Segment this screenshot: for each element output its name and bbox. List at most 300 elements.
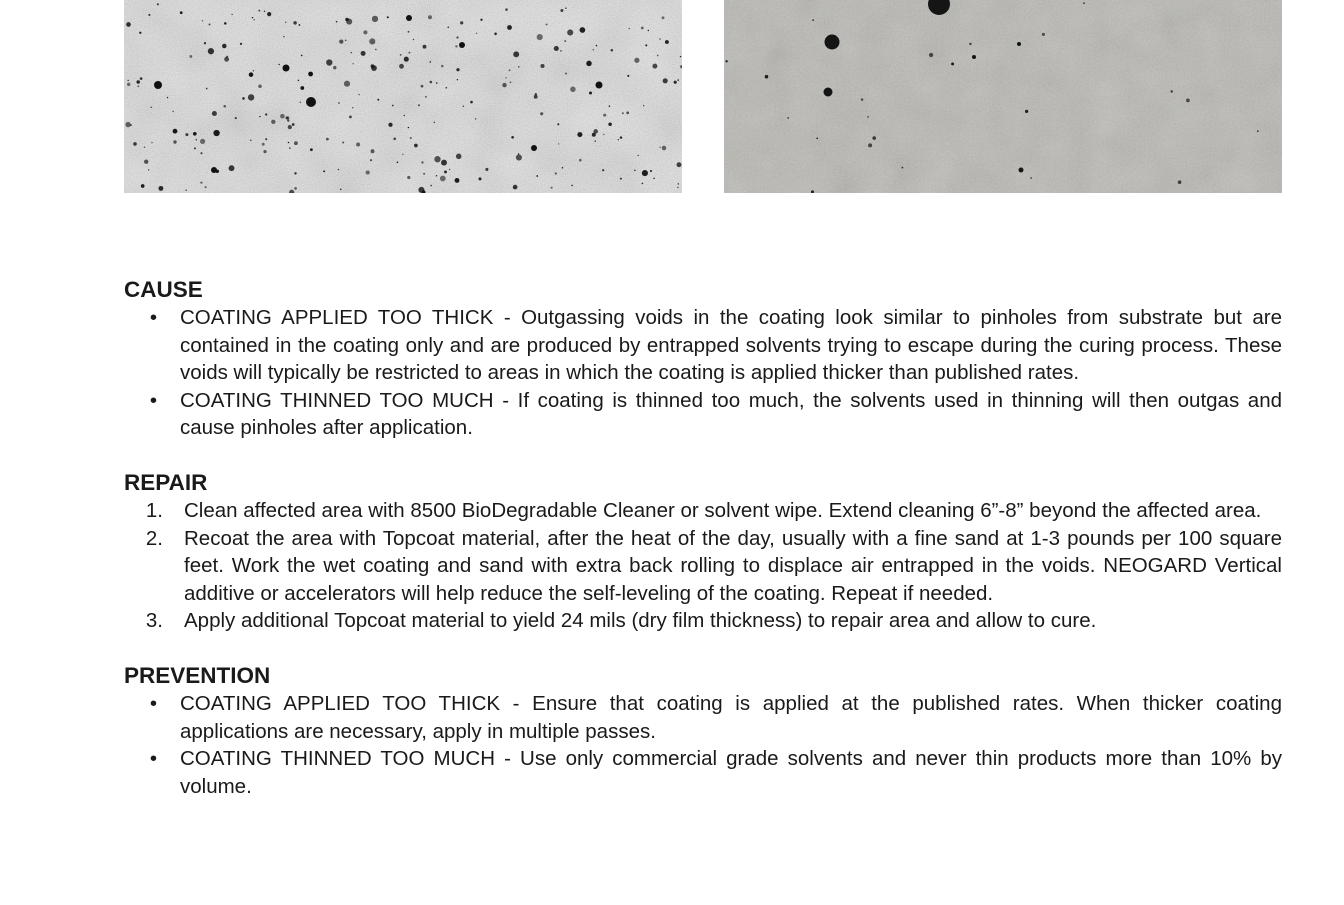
pinhole-void	[358, 94, 359, 95]
pinhole-void	[562, 167, 564, 169]
pinhole-void	[663, 78, 668, 83]
pinhole-void	[557, 123, 559, 125]
pinhole-void	[680, 56, 681, 57]
pinhole-void	[301, 55, 303, 57]
pinhole-void	[476, 33, 477, 34]
pinhole-void	[283, 36, 285, 38]
pinhole-void	[410, 137, 412, 139]
repair-step-text: Apply additional Topcoat material to yield 24 mils (dry film thickness) to repair area and allow to cure.	[184, 609, 1097, 633]
bullet-marker: •	[149, 747, 157, 771]
pinhole-void	[340, 189, 341, 190]
pinhole-void	[229, 165, 235, 171]
pinhole-void	[867, 116, 869, 118]
pinhole-void	[263, 150, 266, 153]
pinhole-void	[505, 8, 508, 11]
pinhole-void	[366, 170, 370, 174]
pinhole-void	[861, 98, 863, 100]
pinhole-void	[1170, 90, 1172, 92]
pinhole-void	[425, 96, 427, 98]
pinhole-void	[258, 84, 262, 88]
pinhole-void	[565, 73, 567, 75]
pinhole-void	[333, 66, 336, 69]
pinhole-void	[456, 68, 459, 71]
pinhole-void	[678, 183, 679, 184]
pinhole-void	[564, 40, 566, 42]
pinhole-void	[258, 10, 260, 12]
pinhole-void	[338, 169, 340, 171]
pinhole-void	[216, 170, 219, 173]
pinhole-void	[400, 54, 402, 56]
pinhole-void	[402, 154, 403, 155]
pinhole-void	[167, 97, 169, 99]
pinhole-void	[513, 51, 519, 57]
pinhole-void	[339, 39, 343, 43]
pinhole-void	[608, 123, 612, 127]
pinhole-void	[371, 64, 375, 68]
pinhole-void	[565, 7, 566, 8]
pinhole-void	[294, 172, 296, 174]
pinhole-void	[816, 137, 818, 139]
pinhole-void	[136, 80, 140, 84]
pinhole-void	[537, 34, 543, 40]
pinhole-void	[531, 145, 537, 151]
pinhole-void	[253, 70, 254, 71]
pinhole-void	[560, 50, 562, 52]
pinhole-void	[603, 114, 606, 117]
pinhole-void	[298, 80, 299, 81]
pinhole-void	[393, 137, 396, 140]
pinhole-photo-left-graphic	[124, 0, 682, 193]
pinhole-void	[342, 141, 344, 143]
cause-heading: CAUSE	[124, 277, 203, 302]
pinhole-void	[812, 19, 814, 21]
cause-item-text: COATING APPLIED TOO THICK - Outgassing voids in the coating look similar to pinholes from substrate but are contained in the coating only and are produced by entrapped solvents trying to escape during the curing process. These voids will typically be restricted to areas in which the coating is applied thicker than published rates.	[180, 306, 1282, 385]
bullet-marker: •	[149, 691, 157, 715]
pinhole-void	[250, 139, 252, 141]
pinhole-void	[479, 177, 482, 180]
pinhole-void	[677, 162, 682, 167]
pinhole-void	[404, 57, 409, 62]
pinhole-void	[969, 43, 971, 45]
pinhole-void	[387, 16, 389, 18]
pinhole-void	[609, 105, 611, 107]
cause-list	[124, 304, 1282, 442]
pinhole-void	[951, 62, 954, 65]
pinhole-void	[158, 186, 163, 191]
pinhole-void	[536, 175, 538, 177]
pinhole-void	[555, 172, 557, 174]
pinhole-void	[144, 160, 148, 164]
pinhole-void	[323, 170, 325, 172]
pinhole-void	[408, 31, 410, 33]
repair-step	[124, 525, 1282, 608]
pinhole-void	[194, 147, 196, 149]
pinhole-void	[423, 45, 427, 49]
pinhole-void	[511, 136, 514, 139]
pinhole-void	[127, 80, 129, 82]
pinhole-void	[352, 107, 353, 108]
pinhole-void	[397, 161, 399, 163]
cause-section	[124, 276, 1282, 442]
pinhole-void	[540, 64, 544, 68]
pinhole-void	[674, 81, 677, 84]
pinhole-void	[212, 111, 217, 116]
pinhole-void	[173, 129, 178, 134]
pinhole-void	[140, 77, 143, 80]
pinhole-void	[180, 11, 183, 14]
prevention-section	[124, 662, 1282, 800]
pinhole-void	[428, 15, 432, 19]
pinhole-void	[421, 161, 423, 163]
pinhole-void	[294, 141, 298, 145]
pinhole-void	[300, 102, 301, 103]
pinhole-void	[300, 86, 304, 90]
pinhole-void	[657, 55, 659, 57]
pinhole-void	[190, 55, 193, 58]
bullet-marker: •	[149, 306, 157, 329]
pinhole-void	[271, 120, 275, 124]
pinhole-void	[929, 53, 933, 57]
pinhole-void	[151, 142, 152, 143]
pinhole-void	[480, 19, 482, 21]
pinhole-void	[436, 82, 438, 84]
prevention-item-text: COATING THINNED TOO MUCH - Use only commercial grade solvents and never thin products more than 10% by volume.	[180, 747, 1282, 798]
pinhole-void	[408, 52, 410, 54]
pinhole-void	[141, 184, 145, 188]
pinhole-void	[902, 167, 904, 169]
pinhole-void	[620, 136, 622, 138]
pinhole-void	[326, 138, 329, 141]
pinhole-void	[551, 187, 553, 189]
pinhole-void	[603, 134, 605, 136]
pinhole-void	[265, 138, 267, 140]
pinhole-void	[292, 123, 295, 126]
pinhole-void	[449, 169, 450, 170]
pinhole-void	[620, 178, 622, 180]
pinhole-void	[249, 72, 254, 77]
pinhole-void	[440, 176, 446, 182]
pinhole-void	[434, 122, 435, 123]
pinhole-void	[589, 91, 592, 94]
pinhole-void	[408, 127, 409, 128]
pinhole-void	[388, 123, 392, 127]
pinhole-void	[634, 170, 636, 172]
pinhole-void	[213, 130, 219, 136]
pinhole-void	[338, 102, 340, 104]
pinhole-void	[725, 60, 728, 63]
pinhole-void	[127, 83, 130, 86]
pinhole-void	[299, 24, 301, 26]
pinhole-void	[231, 14, 232, 15]
pinhole-void	[567, 29, 573, 35]
pinhole-void	[571, 185, 573, 187]
pinhole-void	[1025, 110, 1028, 113]
pinhole-void	[126, 22, 131, 27]
pinhole-void	[157, 3, 159, 5]
pinhole-void	[345, 18, 349, 22]
pinhole-void	[1186, 99, 1190, 103]
pinhole-void	[653, 178, 654, 179]
pinhole-void	[441, 160, 447, 166]
prevention-heading: PREVENTION	[124, 662, 271, 688]
pinhole-void	[444, 170, 447, 173]
pinhole-void	[627, 75, 629, 77]
pinhole-void	[1017, 42, 1021, 46]
pinhole-void	[546, 23, 548, 25]
pinhole-void	[288, 125, 292, 129]
repair-step	[124, 497, 1282, 525]
pinhole-void	[1030, 177, 1032, 179]
pinhole-void	[252, 17, 254, 19]
pinhole-void	[1019, 168, 1024, 173]
prevention-list	[124, 690, 1282, 800]
pinhole-void	[326, 59, 332, 65]
pinhole-void	[139, 32, 141, 34]
pinhole-void	[677, 187, 678, 188]
step-number: 1.	[145, 498, 163, 522]
pinhole-void	[370, 159, 372, 161]
pinhole-void	[375, 49, 376, 50]
pinhole-void	[172, 111, 174, 113]
pinhole-void	[421, 85, 424, 88]
pinhole-void	[372, 16, 378, 22]
pinhole-void	[494, 33, 497, 36]
repair-section	[124, 469, 1282, 635]
pinhole-void	[643, 105, 644, 106]
pinhole-void	[586, 61, 592, 67]
pinhole-void	[288, 142, 290, 144]
pinhole-void	[429, 61, 431, 63]
prevention-item	[124, 745, 1282, 800]
pinhole-void	[287, 119, 289, 121]
document-body	[124, 276, 1282, 827]
pinhole-void	[765, 75, 769, 79]
pinhole-void	[294, 187, 297, 190]
pinhole-void	[399, 64, 404, 69]
pinhole-void	[235, 117, 237, 119]
pinhole-void	[144, 147, 145, 148]
pinhole-void	[637, 155, 638, 156]
pinhole-void	[570, 87, 575, 92]
pinhole-void	[518, 153, 519, 154]
pinhole-void	[436, 175, 438, 177]
pinhole-void	[285, 116, 288, 119]
pinhole-void	[460, 43, 463, 46]
pinhole-void	[200, 181, 202, 183]
pinhole-void	[392, 105, 394, 107]
pinhole-void	[185, 133, 188, 136]
pinhole-void	[423, 173, 425, 175]
pinhole-void	[650, 170, 652, 172]
pinhole-void	[1083, 2, 1085, 4]
pinhole-photo-right-graphic	[724, 0, 1282, 193]
pinhole-void	[308, 72, 313, 77]
pinhole-photo-right	[724, 0, 1282, 193]
pinhole-void	[345, 40, 346, 41]
pinhole-void	[628, 28, 629, 29]
pinhole-void	[208, 48, 214, 54]
pinhole-void	[148, 169, 149, 170]
pinhole-void	[185, 189, 187, 191]
pinhole-void	[353, 63, 354, 64]
pinhole-void	[414, 144, 418, 148]
pinhole-void	[154, 81, 162, 89]
pinhole-void	[201, 152, 203, 154]
bullet-marker: •	[149, 388, 157, 412]
pinhole-void	[310, 148, 313, 151]
pinhole-void	[659, 147, 661, 149]
pinhole-void	[280, 114, 285, 119]
pinhole-void	[356, 143, 360, 147]
pinhole-void	[622, 112, 624, 114]
prevention-item-text: COATING APPLIED TOO THICK - Ensure that coating is applied at the published rates. When thicker coating applications are necessary, apply in multiple passes.	[180, 691, 1282, 743]
pinhole-void	[579, 159, 582, 162]
pinhole-void	[505, 77, 506, 78]
pinhole-void	[642, 170, 648, 176]
pinhole-void	[206, 88, 208, 90]
pinhole-void	[406, 15, 412, 21]
pinhole-void	[349, 115, 352, 118]
pinhole-void	[634, 58, 639, 63]
pinhole-void	[361, 51, 366, 56]
pinhole-void	[560, 9, 563, 12]
pinhole-void	[577, 132, 582, 137]
pinhole-void	[224, 22, 227, 25]
pinhole-void	[457, 79, 458, 80]
step-number: 3.	[145, 609, 163, 633]
pinhole-void	[872, 136, 876, 140]
pinhole-void	[137, 85, 139, 87]
pinhole-void	[595, 141, 596, 142]
cause-item-text: COATING THINNED TOO MUCH - If coating is thinned too much, the solvents used in thinning will then outgas and cause pinholes after application.	[180, 388, 1282, 440]
pinhole-void	[209, 23, 211, 25]
pinhole-void	[580, 27, 586, 33]
pinhole-void	[242, 97, 245, 100]
repair-step-text: Clean affected area with 8500 BioDegradable Cleaner or solvent wipe. Extend cleaning 6”-8” beyond the affected area.	[184, 498, 1262, 522]
pinhole-void	[441, 65, 444, 68]
pinhole-void	[363, 30, 367, 34]
pinhole-void	[868, 143, 872, 147]
pinhole-void	[824, 88, 833, 97]
pinhole-void	[202, 20, 203, 21]
pinhole-void	[787, 117, 789, 119]
pinhole-void	[377, 99, 379, 101]
pinhole-void	[205, 186, 207, 188]
pinhole-void	[456, 36, 458, 38]
pinhole-void	[460, 21, 463, 24]
step-number: 2.	[145, 526, 163, 550]
pinhole-void	[540, 112, 543, 115]
pinhole-void	[972, 55, 976, 59]
pinhole-void	[413, 39, 414, 40]
pinhole-void	[463, 106, 465, 108]
pinhole-void	[430, 185, 432, 187]
pinhole-void	[592, 133, 596, 137]
pinhole-void	[1257, 130, 1259, 132]
pinhole-void	[344, 81, 350, 87]
cause-item	[124, 304, 1282, 387]
pinhole-void	[407, 176, 410, 179]
pinhole-void	[418, 104, 420, 106]
pinhole-void	[283, 65, 290, 72]
pinhole-void	[193, 132, 197, 136]
pinhole-void	[611, 49, 614, 52]
pinhole-void	[502, 83, 506, 87]
pinhole-void	[222, 44, 226, 48]
pinhole-void	[306, 97, 316, 107]
pinhole-void	[289, 147, 290, 148]
pinhole-void	[253, 19, 254, 20]
pinhole-void	[223, 105, 226, 108]
pinhole-void	[513, 185, 518, 190]
pinhole-void	[677, 79, 679, 81]
pinhole-void	[470, 101, 473, 104]
pinhole-void	[445, 87, 447, 89]
pinhole-void	[596, 45, 598, 47]
pinhole-void	[626, 111, 629, 114]
pinhole-void	[267, 12, 271, 16]
pinhole-void	[293, 21, 297, 25]
pinhole-void	[133, 142, 137, 146]
pinhole-void	[593, 49, 594, 50]
pinhole-void	[662, 146, 666, 150]
pinhole-void	[369, 38, 375, 44]
pinhole-void	[418, 187, 424, 193]
prevention-item	[124, 690, 1282, 745]
pinhole-void	[509, 69, 511, 71]
pinhole-void	[534, 95, 538, 99]
pinhole-void	[1042, 33, 1045, 36]
pinhole-void	[662, 16, 665, 19]
pinhole-void	[336, 21, 338, 23]
pinhole-void	[507, 25, 512, 30]
pinhole-void	[558, 143, 559, 144]
repair-list	[124, 497, 1282, 635]
pinhole-void	[485, 168, 488, 171]
repair-heading: REPAIR	[124, 469, 208, 495]
pinhole-void	[430, 81, 433, 84]
pinhole-void	[642, 183, 644, 185]
pinhole-void	[665, 40, 669, 44]
pinhole-void	[259, 116, 260, 117]
pinhole-void	[262, 143, 265, 146]
pinhole-void	[278, 64, 279, 65]
pinhole-void	[535, 93, 537, 95]
pinhole-photo-left	[124, 0, 682, 193]
pinhole-void	[510, 81, 512, 83]
pinhole-void	[554, 46, 559, 51]
pinhole-void	[196, 139, 198, 141]
pinhole-void	[204, 42, 206, 44]
pinhole-void	[648, 30, 649, 31]
pinhole-void	[618, 139, 619, 140]
repair-step	[124, 607, 1282, 635]
pinhole-void	[641, 27, 644, 30]
pinhole-void	[248, 94, 254, 100]
pinhole-void	[596, 82, 603, 89]
pinhole-void	[285, 22, 286, 23]
pinhole-void	[150, 107, 151, 108]
cause-item	[124, 387, 1282, 442]
pinhole-void	[447, 26, 449, 28]
pinhole-void	[434, 156, 440, 162]
pinhole-void	[265, 113, 267, 115]
pinhole-void	[125, 122, 130, 127]
pinhole-void	[825, 35, 840, 50]
pinhole-void	[200, 139, 205, 144]
pinhole-void	[518, 66, 519, 67]
pinhole-void	[1178, 180, 1182, 184]
